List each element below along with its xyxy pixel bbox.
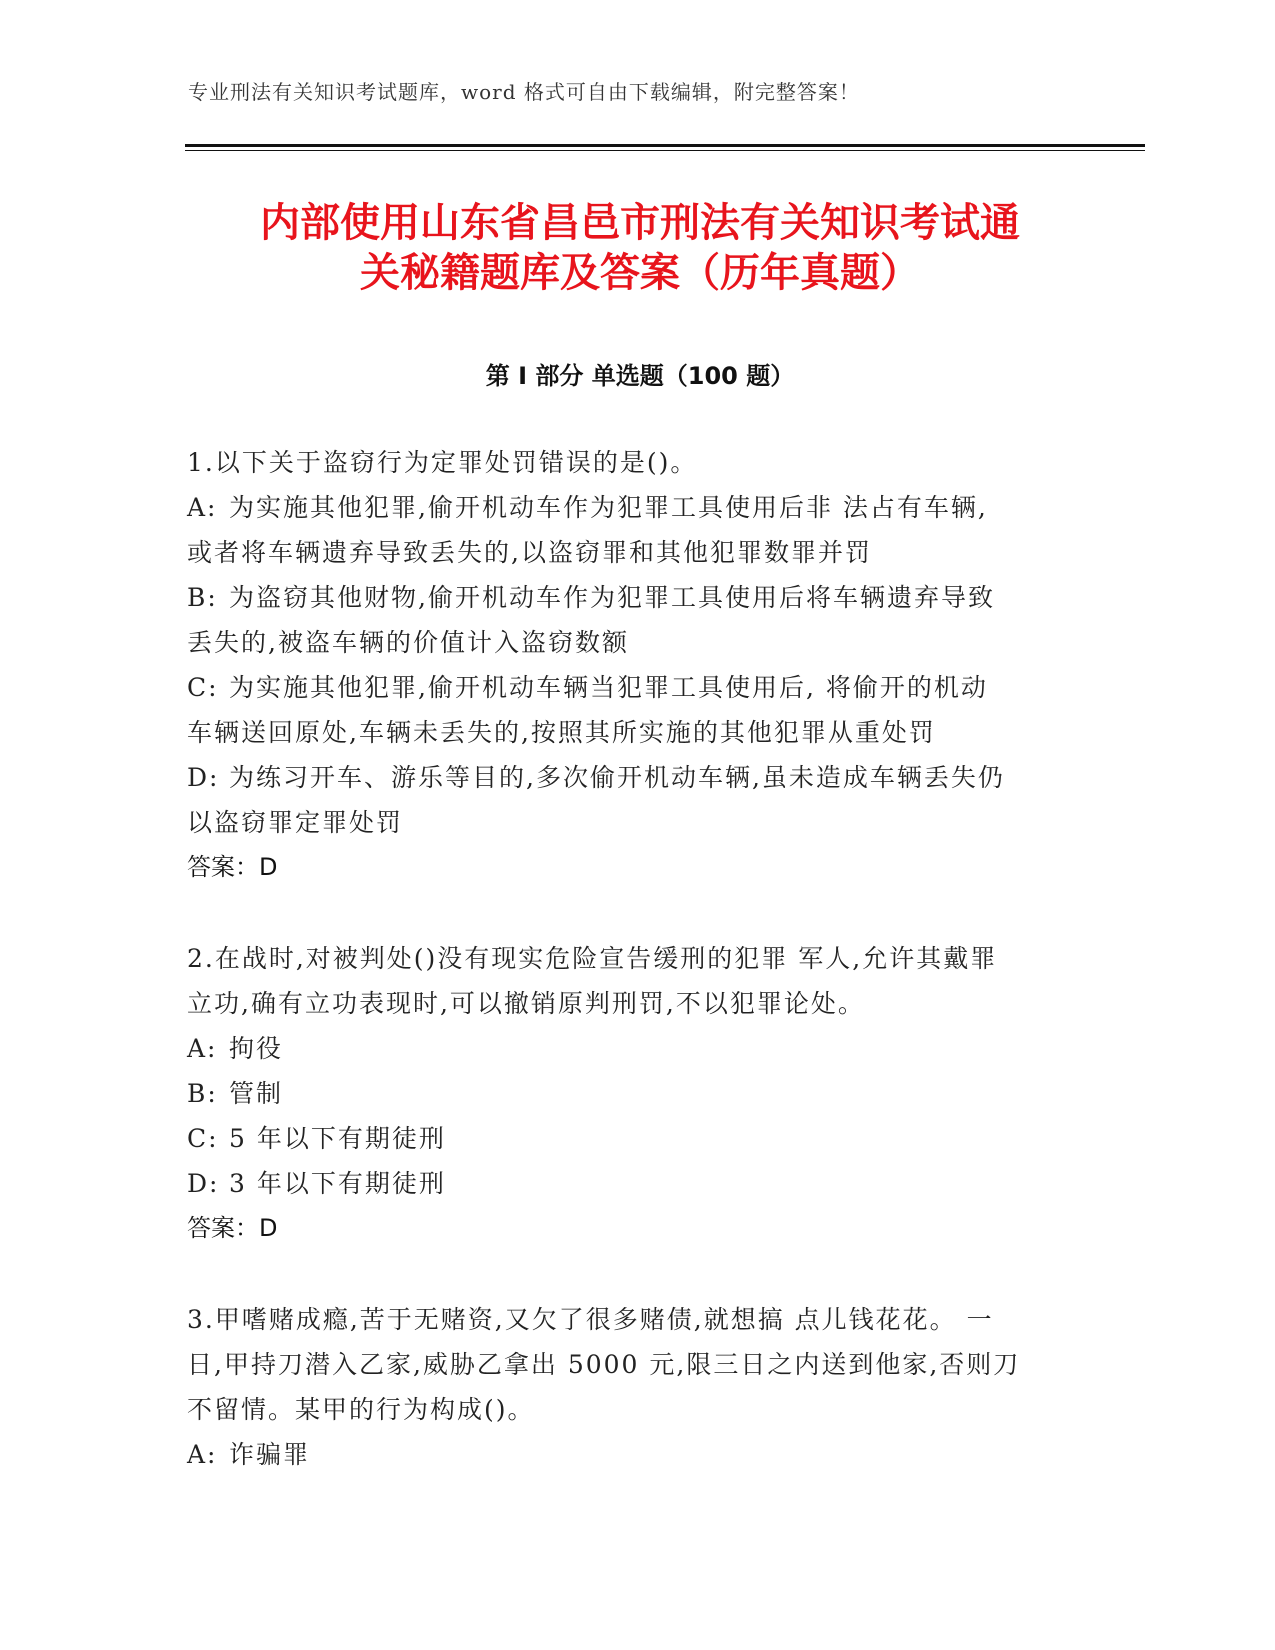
option-text: 5 年以下有期徒刑 [229,1124,446,1153]
option-prefix: A: [187,493,218,522]
option-d [187,755,1087,845]
section-title: 第 I 部分 单选题（100 题） [485,362,795,390]
option-prefix: A: [187,1440,218,1469]
option-a [187,485,1087,575]
option-d [187,1161,1087,1206]
question-list [187,440,1087,1523]
answer: 答案：D [187,1214,278,1242]
document-title-line2: 关秘籍题库及答案（历年真题） [360,250,920,296]
option-text-continued: 以盗窃罪定罪处罚 [187,808,404,837]
option-prefix: C: [187,673,219,702]
option-prefix: A: [187,1034,218,1063]
option-text-continued: 车辆送回原处,车辆未丢失的,按照其所实施的其他犯罪从重处罚 [187,718,936,747]
option-prefix: D: [187,763,220,792]
option-a [187,1432,1087,1477]
option-prefix: B: [187,1079,218,1108]
option-prefix: D: [187,1169,220,1198]
question-2 [187,936,1087,1251]
option-text-continued: 或者将车辆遗弃导致丢失的,以盗窃罪和其他犯罪数罪并罚 [187,538,872,567]
option-prefix: C: [187,1124,219,1153]
option-prefix: B: [187,583,218,612]
header-divider-thick [185,144,1145,147]
option-text: 为练习开车、游乐等目的,多次偷开机动车辆,虽未造成车辆丢失仍 [229,763,1005,792]
option-b [187,1071,1087,1116]
option-a [187,1026,1087,1071]
header-divider-thin [185,150,1145,151]
question-stem: 2.在战时,对被判处()没有现实危险宣告缓刑的犯罪 军人,允许其戴罪 [187,944,998,973]
question-stem: 3.甲嗜赌成瘾,苦于无赌资,又欠了很多赌债,就想搞 点儿钱花花。 一 [187,1305,994,1334]
answer: 答案：D [187,853,278,881]
option-b [187,575,1087,665]
option-text: 拘役 [229,1034,284,1063]
question-stem: 1.以下关于盗窃行为定罪处罚错误的是()。 [187,448,698,477]
header-note: 专业刑法有关知识考试题库，word 格式可自由下载编辑，附完整答案！ [188,80,860,104]
option-text: 为实施其他犯罪,偷开机动车作为犯罪工具使用后非 法占有车辆, [229,493,988,522]
option-text: 诈骗罪 [229,1440,311,1469]
question-3 [187,1297,1087,1477]
option-text: 为盗窃其他财物,偷开机动车作为犯罪工具使用后将车辆遗弃导致 [229,583,995,612]
document-title-line1: 内部使用山东省昌邑市刑法有关知识考试通 [260,200,1020,246]
option-text-continued: 丢失的,被盗车辆的价值计入盗窃数额 [187,628,629,657]
option-c [187,1116,1087,1161]
document-title [150,198,1130,298]
option-c [187,665,1087,755]
question-stem-continued: 日,甲持刀潜入乙家,威胁乙拿出 5000 元,限三日之内送到他家,否则刀 [187,1350,1021,1379]
question-stem-continued: 不留情。某甲的行为构成()。 [187,1395,535,1424]
option-text: 管制 [229,1079,284,1108]
question-1 [187,440,1087,890]
option-text: 3 年以下有期徒刑 [229,1169,446,1198]
question-stem-continued: 立功,确有立功表现时,可以撤销原判刑罚,不以犯罪论处。 [187,989,865,1018]
option-text: 为实施其他犯罪,偷开机动车辆当犯罪工具使用后, 将偷开的机动 [229,673,988,702]
